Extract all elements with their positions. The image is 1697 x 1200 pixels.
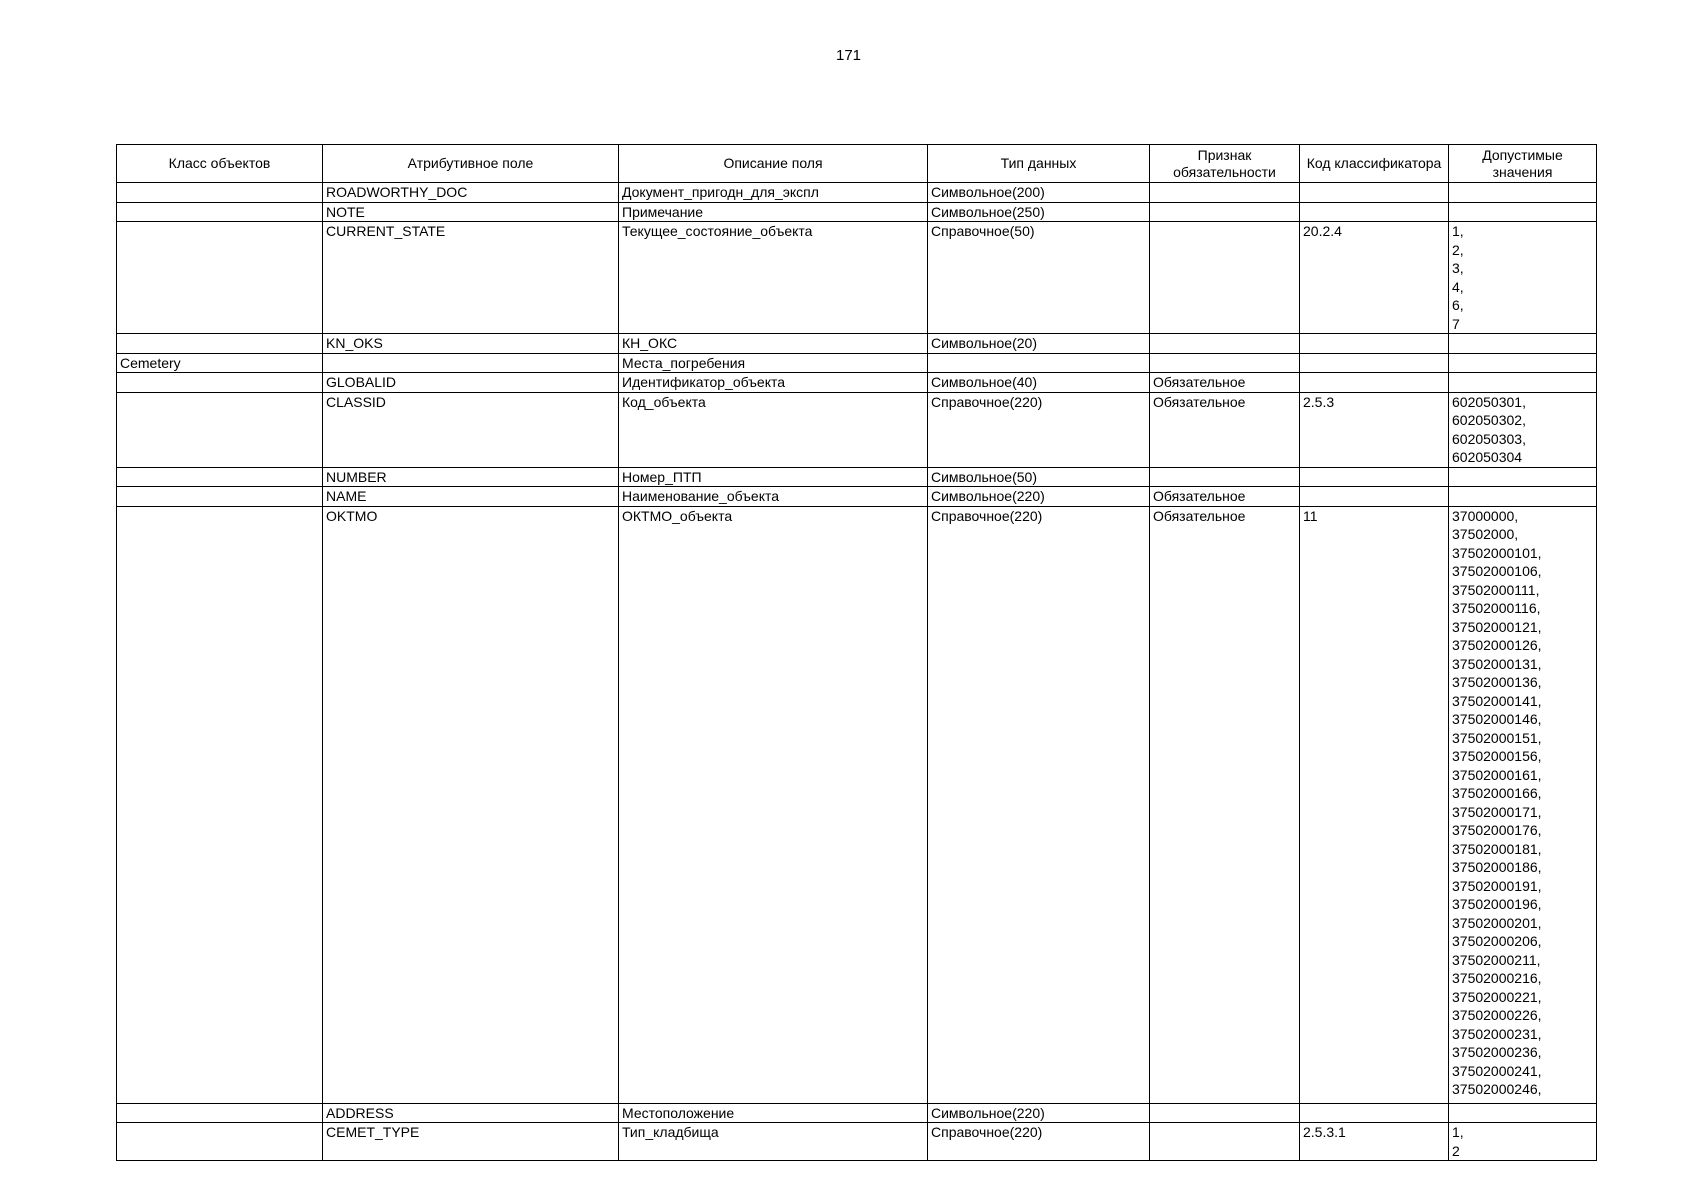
cell-code bbox=[1300, 334, 1449, 354]
cell-description: Местоположение bbox=[619, 1103, 928, 1123]
cell-type: Справочное(220) bbox=[928, 392, 1150, 467]
cell-attribute: ADDRESS bbox=[323, 1103, 619, 1123]
cell-values: 37000000, 37502000, 37502000101, 37502000106, 37502000111, 37502000116, 37502000121, 37502000126, 37502000131, 37502000136, 37502000141, 37502000146, 37502000151, 37502000156, 37502000161, 37502000166, 37502000171, 37502000176, 37502000181, 37502000186, 37502000191, 37502000196, 37502000201, 37502000206, 37502000211, 37502000216, 37502000221, 37502000226, 37502000231, 37502000236, 37502000241, 37502000246, bbox=[1449, 506, 1597, 1103]
cell-description: КН_ОКС bbox=[619, 334, 928, 354]
cell-required bbox=[1150, 353, 1300, 373]
cell-code: 20.2.4 bbox=[1300, 222, 1449, 334]
cell-type: Справочное(220) bbox=[928, 506, 1150, 1103]
cell-code bbox=[1300, 373, 1449, 393]
cell-required bbox=[1150, 467, 1300, 487]
header-classifier-code: Код классификатора bbox=[1300, 145, 1449, 183]
cell-code: 2.5.3.1 bbox=[1300, 1123, 1449, 1161]
cell-class bbox=[117, 467, 323, 487]
table-row bbox=[117, 1103, 1597, 1123]
cell-code bbox=[1300, 487, 1449, 507]
cell-attribute: GLOBALID bbox=[323, 373, 619, 393]
cell-class bbox=[117, 373, 323, 393]
cell-class bbox=[117, 392, 323, 467]
cell-description: Примечание bbox=[619, 202, 928, 222]
cell-description: Наименование_объекта bbox=[619, 487, 928, 507]
cell-type: Символьное(40) bbox=[928, 373, 1150, 393]
cell-attribute: CLASSID bbox=[323, 392, 619, 467]
cell-class bbox=[117, 202, 323, 222]
cell-required bbox=[1150, 334, 1300, 354]
cell-attribute: CEMET_TYPE bbox=[323, 1123, 619, 1161]
header-required-flag: Признак обязательности bbox=[1150, 145, 1300, 183]
cell-description: Тип_кладбища bbox=[619, 1123, 928, 1161]
cell-description: Текущее_состояние_объекта bbox=[619, 222, 928, 334]
table-row bbox=[117, 1123, 1597, 1161]
cell-required bbox=[1150, 1123, 1300, 1161]
cell-required: Обязательное bbox=[1150, 373, 1300, 393]
cell-type: Символьное(220) bbox=[928, 1103, 1150, 1123]
table-row bbox=[117, 373, 1597, 393]
cell-attribute bbox=[323, 353, 619, 373]
cell-required: Обязательное bbox=[1150, 487, 1300, 507]
cell-attribute: ROADWORTHY_DOC bbox=[323, 183, 619, 203]
cell-description: Номер_ПТП bbox=[619, 467, 928, 487]
cell-class bbox=[117, 506, 323, 1103]
header-data-type: Тип данных bbox=[928, 145, 1150, 183]
table-row bbox=[117, 506, 1597, 1103]
cell-type: Символьное(250) bbox=[928, 202, 1150, 222]
cell-values bbox=[1449, 467, 1597, 487]
table-row bbox=[117, 392, 1597, 467]
cell-type: Справочное(220) bbox=[928, 1123, 1150, 1161]
cell-required: Обязательное bbox=[1150, 392, 1300, 467]
cell-class bbox=[117, 1103, 323, 1123]
cell-description: Документ_пригодн_для_экспл bbox=[619, 183, 928, 203]
cell-values bbox=[1449, 334, 1597, 354]
page-number: 171 bbox=[835, 47, 862, 64]
table-row bbox=[117, 487, 1597, 507]
cell-type bbox=[928, 353, 1150, 373]
cell-class bbox=[117, 183, 323, 203]
cell-description: Код_объекта bbox=[619, 392, 928, 467]
table-row bbox=[117, 183, 1597, 203]
cell-code bbox=[1300, 202, 1449, 222]
table-row bbox=[117, 353, 1597, 373]
table-row bbox=[117, 202, 1597, 222]
cell-values bbox=[1449, 487, 1597, 507]
cell-values: 1, 2, 3, 4, 6, 7 bbox=[1449, 222, 1597, 334]
cell-values: 1, 2 bbox=[1449, 1123, 1597, 1161]
table-row bbox=[117, 222, 1597, 334]
cell-type: Символьное(50) bbox=[928, 467, 1150, 487]
cell-class bbox=[117, 222, 323, 334]
cell-attribute: KN_OKS bbox=[323, 334, 619, 354]
header-attribute-field: Атрибутивное поле bbox=[323, 145, 619, 183]
cell-attribute: NAME bbox=[323, 487, 619, 507]
cell-type: Символьное(220) bbox=[928, 487, 1150, 507]
cell-class bbox=[117, 487, 323, 507]
cell-values bbox=[1449, 353, 1597, 373]
table-row bbox=[117, 467, 1597, 487]
cell-values bbox=[1449, 373, 1597, 393]
cell-required: Обязательное bbox=[1150, 506, 1300, 1103]
cell-required bbox=[1150, 202, 1300, 222]
cell-attribute: OKTMO bbox=[323, 506, 619, 1103]
attribute-table bbox=[116, 144, 1597, 1161]
cell-description: Идентификатор_объекта bbox=[619, 373, 928, 393]
cell-code bbox=[1300, 467, 1449, 487]
cell-attribute: NOTE bbox=[323, 202, 619, 222]
cell-required bbox=[1150, 1103, 1300, 1123]
cell-code bbox=[1300, 353, 1449, 373]
cell-required bbox=[1150, 183, 1300, 203]
cell-required bbox=[1150, 222, 1300, 334]
cell-values: 602050301, 602050302, 602050303, 602050304 bbox=[1449, 392, 1597, 467]
cell-attribute: CURRENT_STATE bbox=[323, 222, 619, 334]
cell-class bbox=[117, 1123, 323, 1161]
cell-type: Справочное(50) bbox=[928, 222, 1150, 334]
cell-code bbox=[1300, 1103, 1449, 1123]
cell-type: Символьное(200) bbox=[928, 183, 1150, 203]
cell-type: Символьное(20) bbox=[928, 334, 1150, 354]
table-header-row bbox=[117, 145, 1597, 183]
cell-code bbox=[1300, 183, 1449, 203]
cell-attribute: NUMBER bbox=[323, 467, 619, 487]
cell-code: 11 bbox=[1300, 506, 1449, 1103]
cell-class: Cemetery bbox=[117, 353, 323, 373]
header-class: Класс объектов bbox=[117, 145, 323, 183]
header-allowed-values: Допустимые значения bbox=[1449, 145, 1597, 183]
cell-values bbox=[1449, 1103, 1597, 1123]
header-field-description: Описание поля bbox=[619, 145, 928, 183]
cell-description: Места_погребения bbox=[619, 353, 928, 373]
cell-class bbox=[117, 334, 323, 354]
cell-values bbox=[1449, 183, 1597, 203]
cell-description: ОКТМО_объекта bbox=[619, 506, 928, 1103]
cell-values bbox=[1449, 202, 1597, 222]
cell-code: 2.5.3 bbox=[1300, 392, 1449, 467]
table-row bbox=[117, 334, 1597, 354]
